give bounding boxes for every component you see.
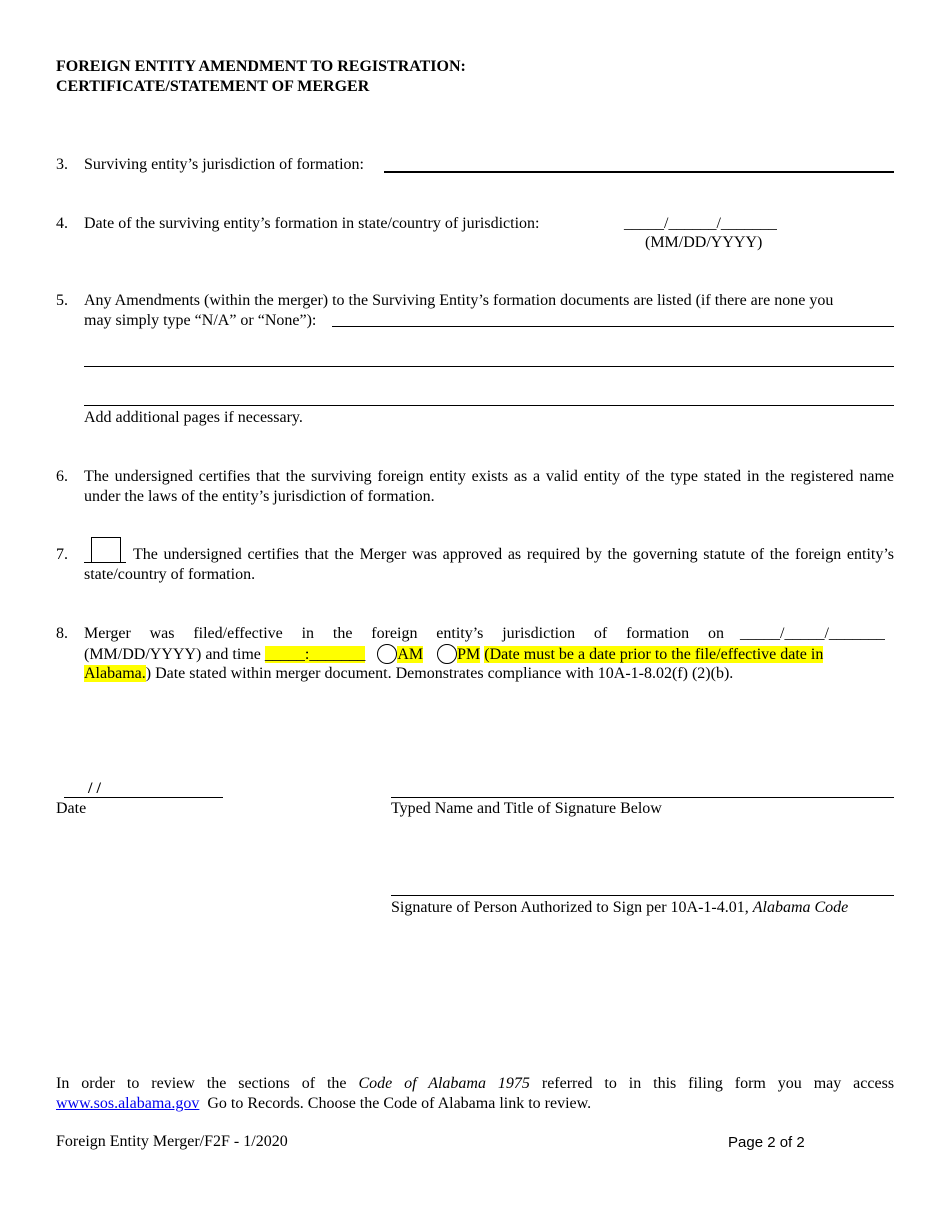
merger-date-blank[interactable]: _____/_____/_______: [740, 625, 885, 642]
form-identifier: Foreign Entity Merger/F2F - 1/2020: [56, 1133, 288, 1150]
signature-label-text: Signature of Person Authorized to Sign per 10A-1-4.01,: [391, 899, 749, 916]
footer-note-part3: Go to Records. Choose the Code of Alabama link to review.: [207, 1095, 592, 1112]
amendments-input-line-1[interactable]: [332, 326, 894, 327]
form-title-line1: FOREIGN ENTITY AMENDMENT TO REGISTRATION:: [56, 58, 466, 75]
signature-label-italic: Alabama Code: [752, 899, 849, 916]
item3-label: Surviving entity’s jurisdiction of formation:: [84, 156, 364, 173]
signature-date-line[interactable]: [64, 797, 223, 798]
item5-line1: Any Amendments (within the merger) to the Surviving Entity’s formation documents are listed (if there are none you: [84, 292, 834, 309]
am-label: AM: [397, 646, 424, 663]
item8-format-label: (MM/DD/YYYY) and time: [84, 646, 261, 663]
item4-number: 4.: [56, 215, 68, 232]
footer-code-reference: Code of Alabama 1975: [358, 1075, 530, 1092]
pm-radio[interactable]: [437, 644, 457, 664]
footer-note-part2: referred to in this filing form you may access: [541, 1075, 895, 1092]
signature-date-label: Date: [56, 800, 87, 817]
amendments-input-line-3[interactable]: [84, 405, 894, 406]
jurisdiction-input-line[interactable]: [384, 171, 894, 173]
form-title-line2: CERTIFICATE/STATEMENT OF MERGER: [56, 78, 370, 95]
footer-note-line1: [56, 1074, 894, 1094]
am-radio[interactable]: [377, 644, 397, 664]
formation-date-format: (MM/DD/YYYY): [645, 234, 763, 251]
item8-note-highlight-2: Alabama.: [84, 665, 146, 682]
additional-pages-note: Add additional pages if necessary.: [84, 409, 303, 426]
page-number: Page 2 of 2: [728, 1134, 805, 1151]
item6-number: 6.: [56, 468, 68, 485]
footer-note-part1: In order to review the sections of the: [56, 1075, 347, 1092]
pm-label: PM: [457, 646, 481, 663]
amendments-input-line-2[interactable]: [84, 366, 894, 367]
merger-time-blank[interactable]: _____:_______: [264, 646, 366, 663]
item8-number: 8.: [56, 625, 68, 642]
footer-note-line2: [56, 1094, 591, 1114]
signature-label: [391, 898, 848, 918]
item4-label: Date of the surviving entity’s formation in state/country of jurisdiction:: [84, 215, 540, 232]
item7-text: The undersigned certifies that the Merger was approved as required by the governing statute of the foreign entity’s state/country of formation.: [84, 546, 894, 583]
item8-line3: [84, 664, 733, 684]
item3-number: 3.: [56, 156, 68, 173]
item7-number: 7.: [56, 546, 68, 563]
item8-note-rest: ) Date stated within merger document. Demonstrates compliance with 10A-1-8.02(f) (2)(b).: [145, 665, 734, 682]
item5-number: 5.: [56, 292, 68, 309]
item8-note-highlight-1: (Date must be a date prior to the file/effective date in: [484, 646, 824, 663]
item6-text: The undersigned certifies that the surviving foreign entity exists as a valid entity of the type stated in the registered name under the laws of the entity’s jurisdiction of formation.: [84, 468, 894, 505]
item8-line2: [84, 644, 823, 665]
signature-date-slashes: / /: [88, 780, 101, 797]
item5-line2: may simply type “N/A” or “None”):: [84, 312, 317, 329]
sos-website-link[interactable]: www.sos.alabama.gov: [56, 1095, 200, 1112]
signature-line[interactable]: [391, 895, 894, 896]
form-title: [56, 57, 466, 97]
typed-name-label: Typed Name and Title of Signature Below: [391, 800, 662, 817]
formation-date-blank[interactable]: _____/______/_______: [624, 215, 777, 232]
item8-line1: Merger was filed/effective in the foreign entity’s jurisdiction of formation on: [84, 625, 724, 642]
typed-name-line[interactable]: [391, 797, 894, 798]
